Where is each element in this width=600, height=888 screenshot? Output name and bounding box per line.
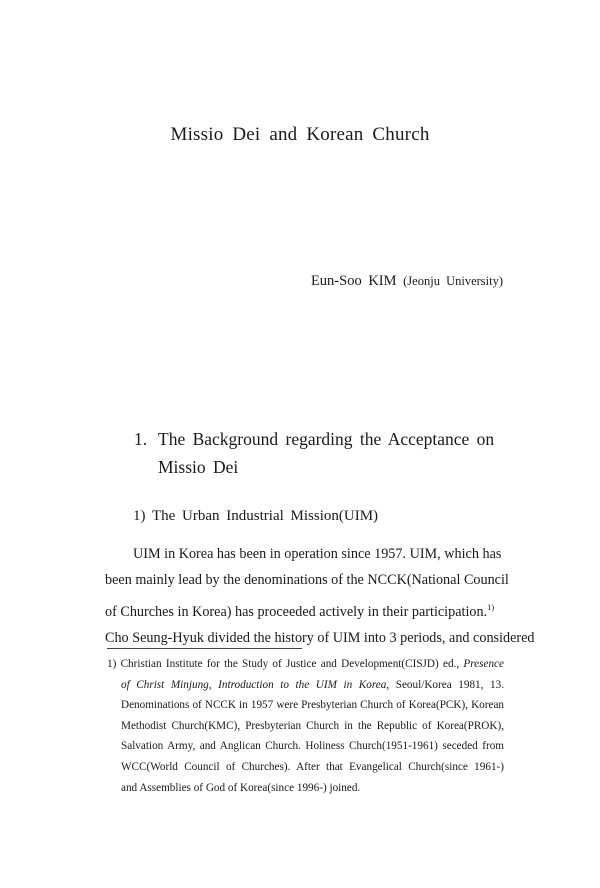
footnote-line: Salvation Army, and Anglican Church. Holiness Church(1951-1961) seceded from [121, 740, 504, 753]
footnote-italic-title: Presence [463, 658, 504, 670]
author-name: Eun-Soo KIM [310, 273, 397, 289]
section-number: 1. [134, 429, 148, 449]
section-heading [134, 425, 514, 481]
footnote-line [107, 675, 504, 696]
paragraph-line: UIM in Korea has been in operation since 1957. UIM, which has [133, 546, 502, 562]
footnote-line-text: Christian Institute for the Study of Justice and Development(CISJD) ed., [120, 658, 460, 670]
footnote-line-text: , Seoul/Korea 1981, 13. [386, 678, 504, 691]
footnote-line: WCC(World Council of Churches). After that Evangelical Church(since 1961-) [121, 760, 504, 773]
page-title: Missio Dei and Korean Church [170, 124, 430, 145]
section-heading-line1: The Background regarding the Acceptance on [158, 429, 495, 449]
subsection-heading: 1) The Urban Industrial Mission(UIM) [133, 508, 379, 524]
footnote-line: Methodist Church(KMC), Presbyterian Church in the Republic of Korea(PROK), [121, 719, 504, 732]
body-paragraph [105, 541, 535, 651]
footnote-marker: 1) [107, 658, 117, 670]
footnote-line: and Assemblies of God of Korea(since 1996-) joined. [121, 781, 361, 794]
author-affiliation: (Jeonju University) [403, 274, 503, 288]
paragraph-line [105, 594, 500, 625]
paragraph-line: been mainly lead by the denominations of the NCCK(National Council [105, 572, 509, 589]
section-heading-line2: Missio Dei [158, 457, 239, 477]
paragraph-line: Cho Seung-Hyuk divided the history of UIM into 3 periods, and considered [105, 629, 535, 646]
author-line [311, 273, 503, 290]
footnote-line: Denominations of NCCK in 1957 were Presbyterian Church of Korea(PCK), Korean [121, 699, 504, 712]
footnote-italic-title: of Christ Minjung, Introduction to the UIM in Korea [121, 678, 387, 691]
footnote-line [107, 654, 504, 675]
footnote-separator [107, 648, 302, 649]
paragraph-line-text: of Churches in Korea) has proceeded actively in their participation. [105, 603, 488, 620]
footnote [107, 654, 504, 798]
footnote-reference[interactable]: 1) [487, 601, 495, 612]
